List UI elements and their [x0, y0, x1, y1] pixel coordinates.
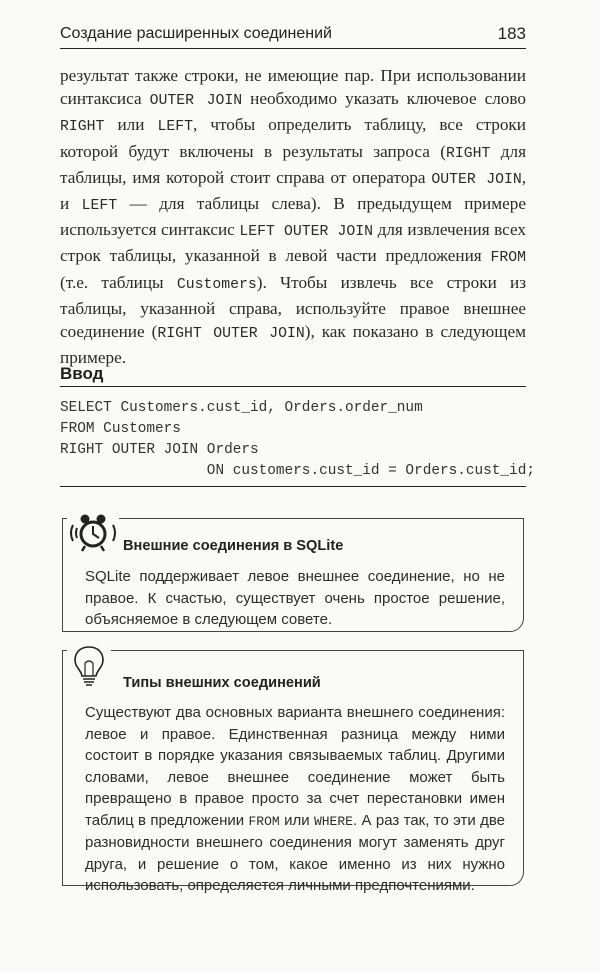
code-block [60, 398, 535, 487]
alarm-clock-icon [67, 509, 119, 562]
code-line: RIGHT OUTER JOIN Orders [60, 442, 259, 458]
inline-code: LEFT [81, 198, 118, 215]
code-line: ON customers.cust_id = Orders.cust_id; [60, 463, 535, 479]
inline-code: RIGHT OUTER JOIN [157, 326, 305, 343]
inline-code: LEFT [157, 119, 193, 136]
running-header [60, 22, 526, 49]
code-line: FROM Customers [60, 421, 181, 437]
note-outer-join-types [62, 650, 524, 894]
inline-code: Customers [176, 276, 257, 293]
inline-code: OUTER JOIN [431, 171, 522, 188]
note-text: SQLite поддерживает левое внешнее соединение, но не правое. К счастью, существует очень простое решение, объясняемое в следующем совете. [85, 568, 505, 628]
inline-code: OUTER JOIN [149, 93, 243, 110]
inline-code: FROM [490, 250, 526, 267]
inline-code: RIGHT [445, 145, 491, 162]
page-number: 183 [497, 24, 526, 43]
lightbulb-icon [67, 641, 111, 694]
input-heading: Ввод [60, 364, 526, 387]
note-text: Существуют два основных варианта внешнего соединения: левое и правое. Единственная разница между ними состоит в порядке указания связываемых таблиц. Другими словами, левое внешнее соединение может быть превращено в правое просто за счет перестановки имен таблиц в предложении FROM или WHERE. А раз так, то эти две разновидности внешнего соединения могут заменять друг друга, и решение о том, какое именно из них нужно использовать, определяется личными предпочтениями. [85, 704, 505, 894]
note-sqlite-outer-joins [62, 518, 524, 632]
paragraph: результат также строки, не имеющие пар. При использовании синтаксиса OUTER JOIN необходимо указать ключевое слово RIGHT или LEFT, чтобы определить таблицу, все строки которой будут включены в результаты запроса (RIGHT для таблицы, имя которой стоит справа от оператора OUTER JOIN, и LEFT — для таблицы слева). В предыдущем примере используется синтаксис LEFT OUTER JOIN для извлечения всех строк таблицы, указанной в левой части предложения FROM (т.е. таблицы Customers). Чтобы извлечь все строки из таблицы, указанной справа, используйте правое внешнее соединение (RIGHT OUTER JOIN), как показано в следующем примере. [60, 66, 527, 368]
inline-code: FROM [248, 813, 280, 829]
code-line: SELECT Customers.cust_id, Orders.order_num [60, 400, 423, 416]
note-title: Внешние соединения в SQLite [123, 538, 344, 554]
inline-code: LEFT OUTER JOIN [239, 224, 374, 241]
inline-code: WHERE [313, 813, 353, 829]
inline-code: RIGHT [60, 119, 105, 136]
chapter-title: Создание расширенных соединений [60, 25, 332, 42]
note-title: Типы внешних соединений [123, 675, 321, 691]
body-text [60, 64, 526, 369]
